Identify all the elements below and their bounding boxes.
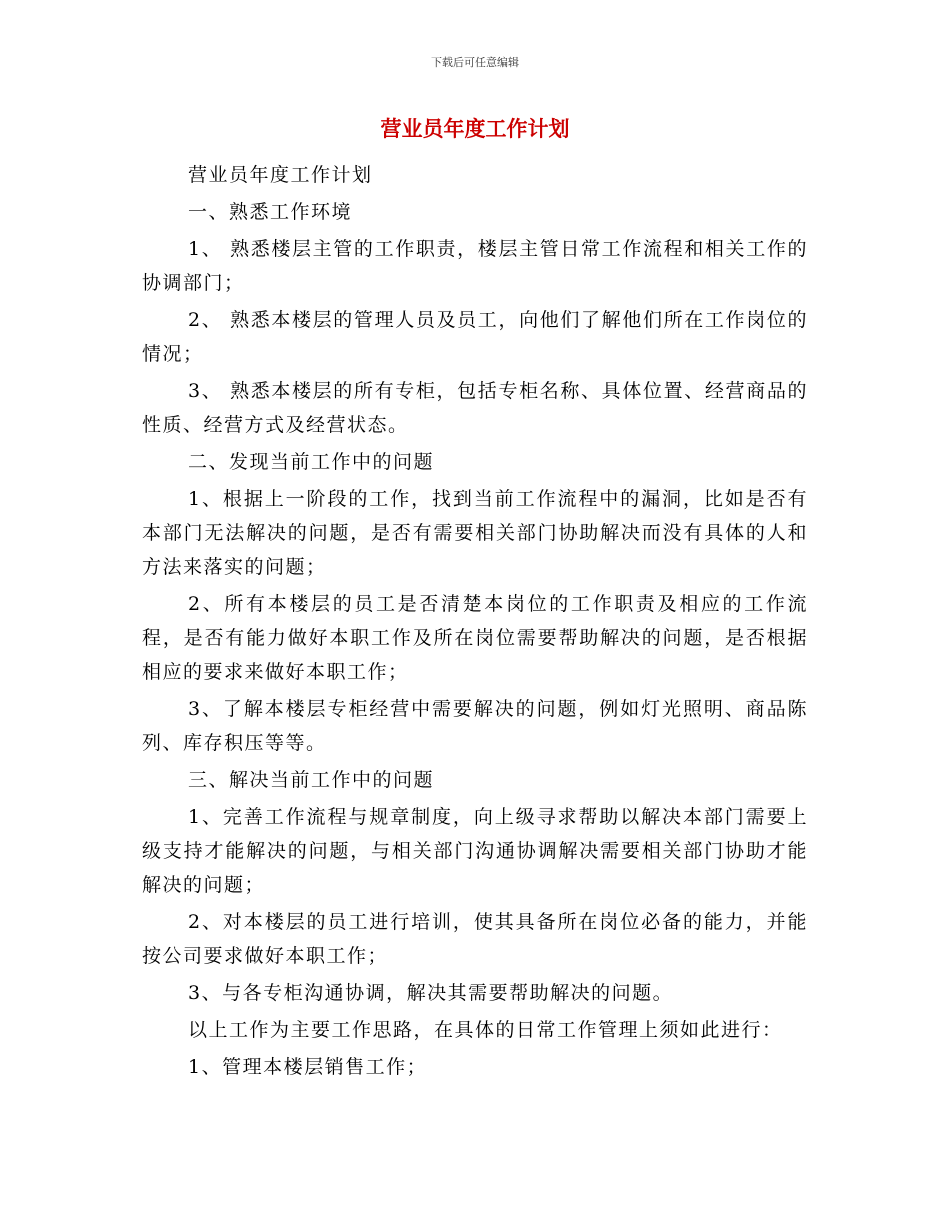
paragraph: 3、了解本楼层专柜经营中需要解决的问题，例如灯光照明、商品陈列、库存积压等等。 xyxy=(142,698,808,754)
paragraph: 1、完善工作流程与规章制度，向上级寻求帮助以解决本部门需要上级支持才能解决的问题，与相关部门沟通协调解决需要相关部门协助才能解决的问题； xyxy=(142,806,808,896)
document-body xyxy=(142,158,808,1087)
paragraph: 2、对本楼层的员工进行培训，使其具备所在岗位必备的能力，并能按公司要求做好本职工作； xyxy=(142,911,808,967)
section-heading: 一、熟悉工作环境 xyxy=(188,201,353,223)
paragraph: 2、 熟悉本楼层的管理人员及员工，向他们了解他们所在工作岗位的情况； xyxy=(142,309,808,365)
section-heading: 三、解决当前工作中的问题 xyxy=(188,769,435,791)
paragraph: 1、管理本楼层销售工作； xyxy=(188,1056,428,1078)
section-heading: 二、发现当前工作中的问题 xyxy=(188,451,435,473)
paragraph: 3、与各专柜沟通协调，解决其需要帮助解决的问题。 xyxy=(188,982,674,1004)
paragraph: 1、 熟悉楼层主管的工作职责，楼层主管日常工作流程和相关工作的协调部门； xyxy=(142,238,808,294)
paragraph: 3、 熟悉本楼层的所有专柜，包括专柜名称、具体位置、经营商品的性质、经营方式及经营状态。 xyxy=(142,380,808,436)
paragraph: 1、根据上一阶段的工作，找到当前工作流程中的漏洞，比如是否有本部门无法解决的问题，是否有需要相关部门协助解决而没有具体的人和方法来落实的问题； xyxy=(142,488,808,578)
document-title: 营业员年度工作计划 xyxy=(380,117,570,141)
paragraph: 2、所有本楼层的员工是否清楚本岗位的工作职责及相应的工作流程，是否有能力做好本职工作及所在岗位需要帮助解决的问题，是否根据相应的要求来做好本职工作； xyxy=(142,593,808,683)
paragraph: 以上工作为主要工作思路，在具体的日常工作管理上须如此进行： xyxy=(188,1019,783,1041)
header-note: 下载后可任意编辑 xyxy=(431,56,519,69)
paragraph: 营业员年度工作计划 xyxy=(188,164,373,186)
